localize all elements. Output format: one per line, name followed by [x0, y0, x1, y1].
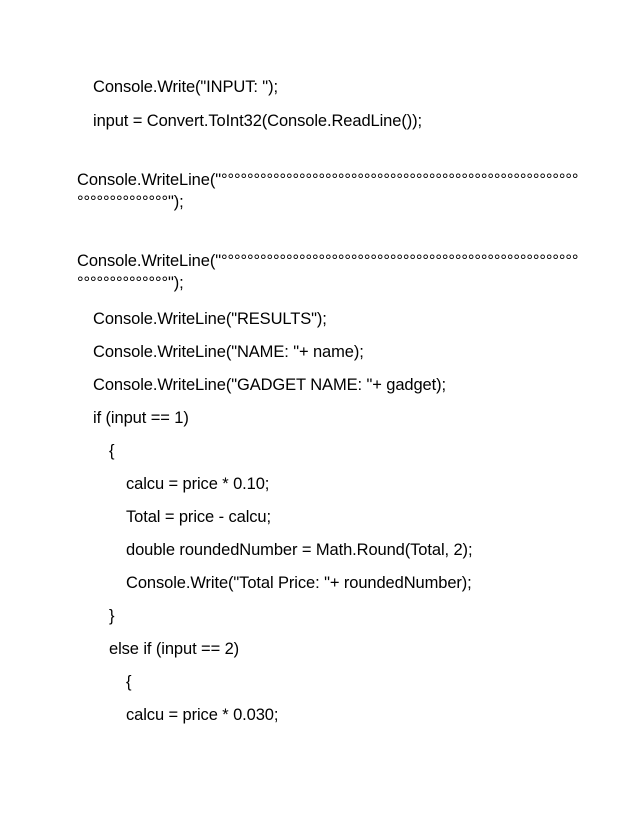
- code-line: Console.Write("Total Price: "+ roundedNumber);: [126, 574, 472, 592]
- code-line: {: [126, 673, 132, 691]
- code-line: calcu = price * 0.030;: [126, 706, 279, 724]
- code-line: Total = price - calcu;: [126, 508, 271, 526]
- code-line: Console.WriteLine("°°°°°°°°°°°°°°°°°°°°°°°°°°°°°°°°°°°°°°°°°°°°°°°°°°°°°°°: [77, 171, 579, 189]
- code-line: calcu = price * 0.10;: [126, 475, 270, 493]
- code-line: Console.WriteLine("NAME: "+ name);: [93, 343, 364, 361]
- code-line-continuation: °°°°°°°°°°°°°°");: [77, 193, 184, 211]
- code-line: Console.WriteLine("°°°°°°°°°°°°°°°°°°°°°°°°°°°°°°°°°°°°°°°°°°°°°°°°°°°°°°°: [77, 252, 579, 270]
- code-line: Console.WriteLine("GADGET NAME: "+ gadget);: [93, 376, 446, 394]
- code-line-continuation: °°°°°°°°°°°°°°");: [77, 274, 184, 292]
- code-line: }: [109, 607, 115, 625]
- code-line: Console.Write("INPUT: ");: [93, 78, 278, 96]
- code-line: if (input == 1): [93, 409, 189, 427]
- code-line: double roundedNumber = Math.Round(Total, 2);: [126, 541, 473, 559]
- code-line: else if (input == 2): [109, 640, 240, 658]
- code-line: {: [109, 442, 115, 460]
- code-line: Console.WriteLine("RESULTS");: [93, 310, 327, 328]
- code-line: input = Convert.ToInt32(Console.ReadLine());: [93, 112, 422, 130]
